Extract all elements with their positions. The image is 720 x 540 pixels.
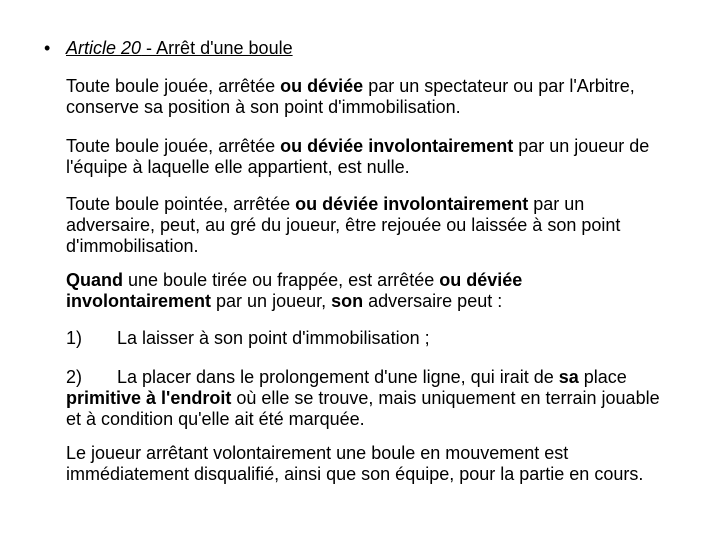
- bold-text: sa: [558, 367, 579, 387]
- text: La placer dans le prolongement d'une ligne, qui irait de: [117, 367, 559, 387]
- article-number: Article 20: [66, 38, 142, 58]
- bold-text: ou déviée involontairement: [295, 194, 529, 214]
- text: La laisser à son point d'immobilisation ;: [117, 328, 430, 348]
- bold-text: son: [331, 291, 364, 311]
- text: par un joueur,: [211, 291, 332, 311]
- article-heading: [66, 38, 293, 59]
- text: Toute boule jouée, arrêtée: [66, 76, 281, 96]
- bold-text: ou déviée involontairement: [280, 136, 514, 156]
- text: Toute boule jouée, arrêtée: [66, 136, 281, 156]
- article-title: Arrêt d'une boule: [156, 38, 293, 58]
- text: où elle se trouve, mais uniquement en terrain jouable et à condition qu'elle ait été marquée.: [66, 388, 660, 429]
- paragraph-opponent-pointed: [66, 194, 666, 257]
- text: une boule tirée ou frappée, est arrêtée: [123, 270, 440, 290]
- text: adversaire peut :: [363, 291, 503, 311]
- option-2: [66, 367, 666, 430]
- bold-text: ou déviée involontairement: [66, 270, 523, 311]
- text: Le joueur arrêtant volontairement une boule en mouvement est immédiatement disqualifié, ainsi que son équipe, pour la partie en cours.: [66, 443, 644, 484]
- bold-text: primitive à l'endroit: [66, 388, 232, 408]
- option-1: [66, 328, 666, 349]
- text: Toute boule pointée, arrêtée: [66, 194, 296, 214]
- bullet-icon: •: [44, 38, 51, 58]
- option-number: 1): [66, 328, 83, 348]
- bold-text: ou déviée: [280, 76, 364, 96]
- heading-separator: -: [141, 38, 157, 58]
- option-number: 2): [66, 367, 83, 387]
- paragraph-teammate: [66, 136, 666, 178]
- text: par un joueur de l'équipe à laquelle elle appartient, est nulle.: [66, 136, 650, 177]
- text: place: [578, 367, 627, 387]
- paragraph-disqualification: [66, 443, 666, 485]
- paragraph-spectator: [66, 76, 666, 118]
- paragraph-shot-ball: [66, 270, 666, 312]
- bold-text: Quand: [66, 270, 123, 290]
- text: par un spectateur ou par l'Arbitre, conserve sa position à son point d'immobilisation.: [66, 76, 635, 117]
- text: par un adversaire, peut, au gré du joueur, être rejouée ou laissée à son point d'immobilisation.: [66, 194, 621, 256]
